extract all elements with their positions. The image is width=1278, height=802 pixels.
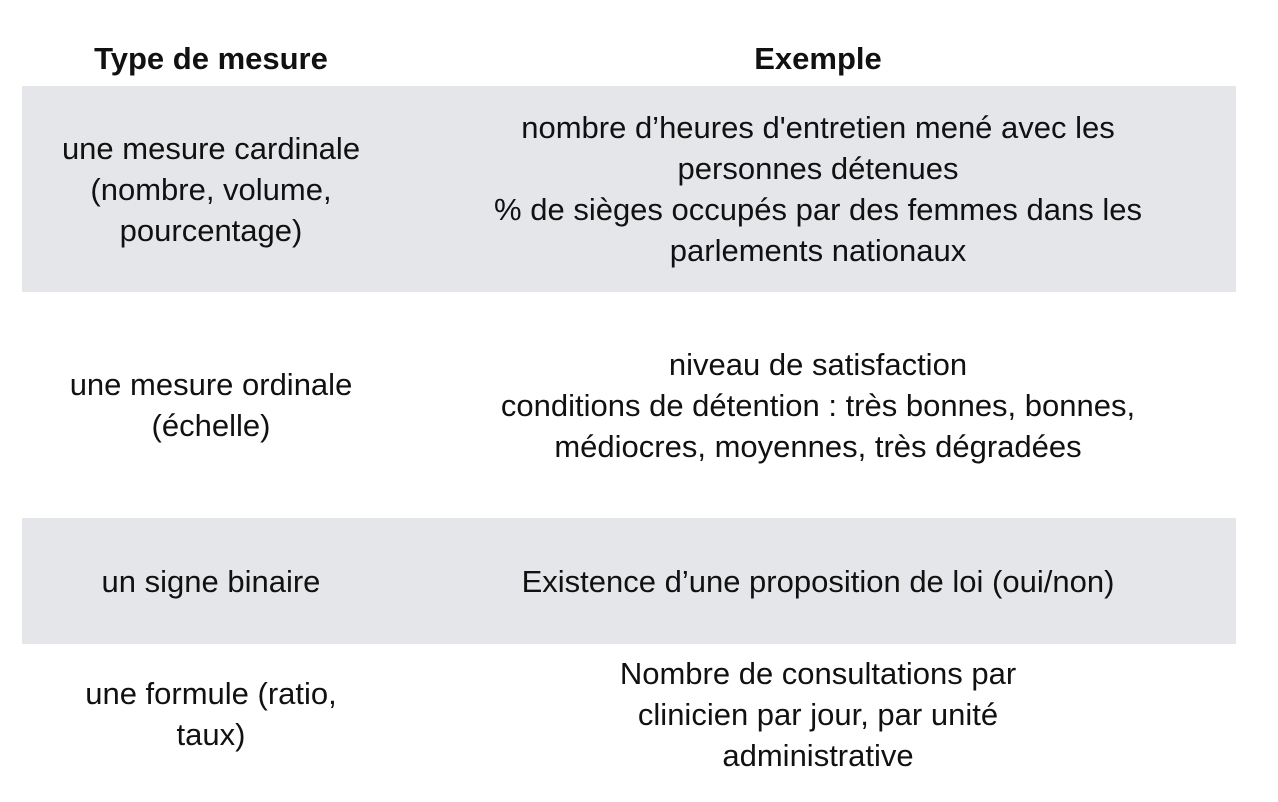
type-cell	[22, 128, 400, 251]
example-line: médiocres, moyennes, très dégradées	[554, 428, 1082, 464]
example-line: niveau de satisfaction	[668, 346, 968, 382]
example-cell	[400, 107, 1236, 271]
example-cell	[400, 653, 1236, 776]
table-row	[22, 86, 1236, 292]
table-row	[22, 644, 1236, 784]
header-type: Type de mesure	[94, 40, 328, 76]
type-line: taux)	[176, 717, 246, 752]
table-row	[22, 518, 1236, 644]
example-line: conditions de détention : très bonnes, bonnes,	[500, 387, 1136, 423]
type-line: une mesure cardinale	[61, 130, 361, 166]
example-line: Nombre de consultations par	[619, 655, 1017, 691]
example-line: nombre d’heures d'entretien mené avec les	[521, 110, 1115, 145]
example-line: parlements nationaux	[669, 233, 967, 268]
type-line: (nombre, volume,	[90, 171, 332, 207]
example-line: Existence d’une proposition de loi (oui/non)	[521, 563, 1115, 599]
example-line: administrative	[722, 737, 914, 773]
header-example: Exemple	[754, 40, 882, 76]
table-header-row	[22, 30, 1236, 86]
type-cell	[22, 364, 400, 446]
type-line: pourcentage)	[119, 212, 303, 248]
type-line: une formule (ratio,	[85, 676, 337, 711]
type-line: une mesure ordinale	[69, 367, 353, 402]
measure-types-table	[22, 30, 1236, 784]
type-line: (échelle)	[151, 408, 271, 443]
type-cell	[22, 561, 400, 602]
type-cell	[22, 673, 400, 755]
example-cell	[400, 561, 1236, 602]
table-row	[22, 292, 1236, 518]
example-line: % de sièges occupés par des femmes dans les	[494, 192, 1142, 227]
type-line: un signe binaire	[101, 563, 321, 599]
example-line: clinicien par jour, par unité	[637, 696, 999, 732]
example-cell	[400, 344, 1236, 467]
example-line: personnes détenues	[677, 151, 959, 186]
